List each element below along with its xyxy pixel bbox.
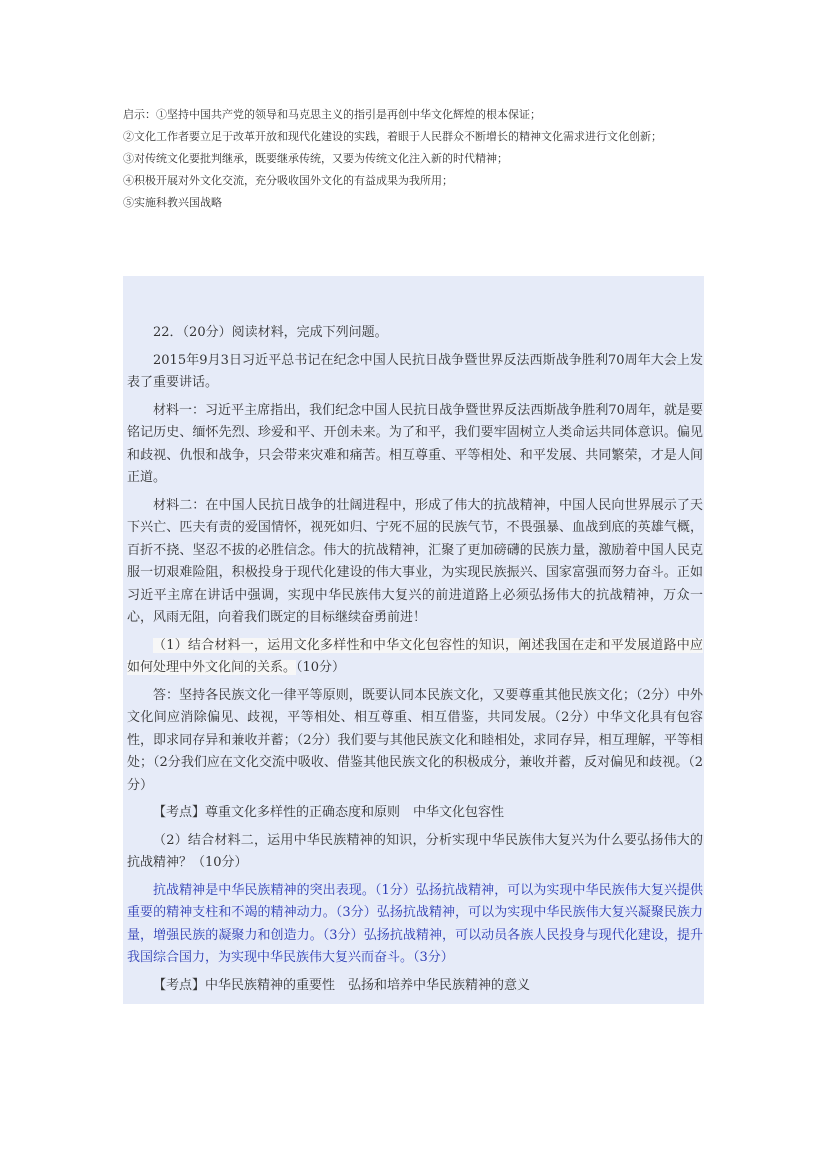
sub-question-2: （2）结合材料二，运用中华民族精神的知识，分析实现中华民族伟大复兴为什么要弘扬伟大的抗战精神？（10分） bbox=[127, 832, 703, 870]
question-body bbox=[127, 322, 703, 1002]
question-heading: 22．（20分）阅读材料，完成下列问题。 bbox=[153, 325, 388, 340]
sub-question-1-text: （1）结合材料一，运用文化多样性和中华文化包容性的知识，阐述我国在走和平发展道路中应如何处理中外文化间的关系。 bbox=[127, 637, 703, 675]
material-one: 材料一：习近平主席指出，我们纪念中国人民抗日战争暨世界反法西斯战争胜利70周年，就是要铭记历史、缅怀先烈、珍爱和平、开创未来。为了和平，我们要牢固树立人类命运共同体意识。偏见和歧视、仇恨和战争，只会带来灾难和痛苦。相互尊重、平等相处、和平发展、共同繁荣，才是人间正道。 bbox=[127, 402, 703, 485]
sub-question-1-score: （10分） bbox=[296, 660, 346, 675]
key-point-2: 【考点】中华民族精神的重要性 弘扬和培养中华民族精神的意义 bbox=[153, 977, 531, 993]
inspiration-line-5: ⑤实施科教兴国战略 bbox=[123, 196, 222, 209]
question-intro: 2015年9月3日习近平总书记在纪念中国人民抗日战争暨世界反法西斯战争胜利70周年大会上发表了重要讲话。 bbox=[127, 352, 703, 390]
material-two: 材料二：在中国人民抗日战争的壮阔进程中，形成了伟大的抗战精神，中国人民向世界展示了天下兴亡、匹夫有责的爱国情怀，视死如归、宁死不屈的民族气节，不畏强暴、血战到底的英雄气概，百折不挠、坚忍不拔的必胜信念。伟大的抗战精神，汇聚了更加磅礴的民族力量，激励着中国人民克服一切艰难险阻，积极投身于现代化建设的伟大事业，为实现民族振兴、国家富强而努力奋斗。正如习近平主席在讲话中强调，实现中华民族伟大复兴的前进道路上必须弘扬伟大的抗战精神，万众一心，风雨无阻，向着我们既定的目标继续奋勇前进！ bbox=[127, 497, 703, 625]
key-point-1: 【考点】尊重文化多样性的正确态度和原则 中华文化包容性 bbox=[153, 805, 505, 820]
inspiration-line-2: ②文化工作者要立足于改革开放和现代化建设的实践，着眼于人民群众不断增长的精神文化需求进行文化创新； bbox=[123, 130, 662, 143]
inspiration-line-1: 启示：①坚持中国共产党的领导和马克思主义的指引是再创中华文化辉煌的根本保证； bbox=[123, 108, 541, 121]
inspiration-line-3: ③对传统文化要批判继承，既要继承传统，又要为传统文化注入新的时代精神； bbox=[123, 152, 508, 165]
inspiration-line-4: ④积极开展对外文化交流，充分吸收国外文化的有益成果为我所用； bbox=[123, 174, 453, 187]
inspiration-block bbox=[123, 104, 713, 214]
answer-1: 答：坚持各民族文化一律平等原则，既要认同本民族文化，又要尊重其他民族文化；（2分）中外文化间应消除偏见、歧视，平等相处、相互尊重、相互借鉴，共同发展。（2分）中华文化具有包容性，即求同存异和兼收并蓄；（2分）我们要与其他民族文化和睦相处，求同存异，相互理解，平等相处；（2分我们应在文化交流中吸收、借鉴其他民族文化的积极成分，兼收并蓄，反对偏见和歧视。（2分） bbox=[127, 687, 703, 793]
sub-question-1 bbox=[127, 635, 703, 680]
answer-2: 抗战精神是中华民族精神的突出表现。（1分）弘扬抗战精神，可以为实现中华民族伟大复兴提供重要的精神支柱和不竭的精神动力。（3分）弘扬抗战精神，可以为实现中华民族伟大复兴凝聚民族力量，增强民族的凝聚力和创造力。（3分）弘扬抗战精神，可以动员各族人民投身与现代化建设，提升我国综合国力，为实现中华民族伟大复兴而奋斗。（3分） bbox=[127, 882, 703, 965]
